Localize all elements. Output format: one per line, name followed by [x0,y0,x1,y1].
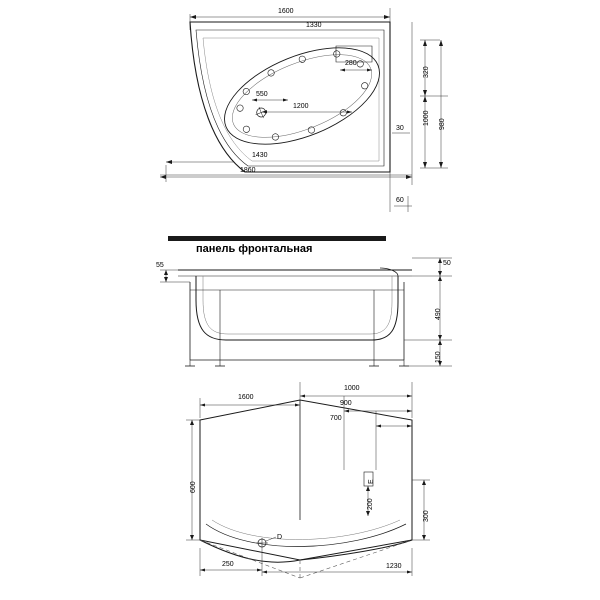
front-panel-caption: панель фронтальная [196,243,313,255]
dim-label-iso-250: 250 [222,561,234,568]
dim-label-top-1000: 1000 [423,110,430,126]
dim-label-top-550: 550 [256,91,268,98]
dim-label-top-1430: 1430 [252,152,268,159]
dim-label-front-150: 150 [435,351,442,363]
dim-label-iso-D: D [277,534,283,541]
dim-label-iso-600: 600 [190,481,197,493]
dim-label-top-320: 320 [423,66,430,78]
dim-label-top-1860: 1860 [240,167,256,174]
dim-label-iso-1600: 1600 [238,394,254,401]
dim-label-top-980: 980 [439,118,446,130]
dim-label-top-1600: 1600 [278,8,294,15]
dim-label-top-30: 30 [396,125,404,132]
dim-label-top-1200: 1200 [293,103,309,110]
dim-label-iso-1000: 1000 [344,385,360,392]
dim-label-top-1330: 1330 [306,22,322,29]
dim-label-front-55: 55 [156,262,164,269]
dim-label-iso-1230: 1230 [386,563,402,570]
dim-label-top-60: 60 [396,197,404,204]
dim-label-front-50: 50 [443,260,451,267]
dim-label-top-280: 280 [345,60,357,67]
dim-label-iso-700: 700 [330,415,342,422]
dim-label-iso-300: 300 [423,510,430,522]
dim-label-iso-200: 200 [367,498,374,510]
dim-label-iso-E: E [368,479,375,484]
dim-label-front-490: 490 [435,308,442,320]
dim-label-iso-900: 900 [340,400,352,407]
